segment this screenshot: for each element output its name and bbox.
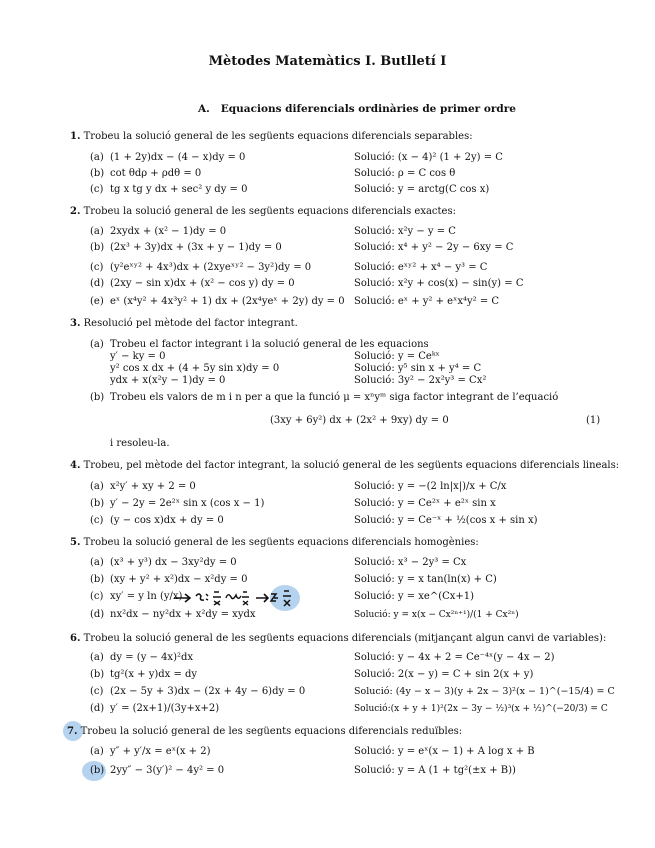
p6-d-label: (d) (90, 703, 105, 714)
p2-a-equation: 2xydx + (x² − 1)dy = 0 (110, 226, 227, 237)
problem-2-statement: 2. Trobeu la solució general de les següents equacions diferencials exactes: (70, 206, 456, 217)
p4-a-equation: x²y′ + xy + 2 = 0 (110, 481, 196, 492)
p4-c-solution: Solució: y = Ce⁻ˣ + ½(cos x + sin x) (354, 515, 538, 526)
handwritten-answer (272, 588, 300, 608)
p2-d-label: (d) (90, 278, 105, 289)
p7-b-solution: Solució: y = A (1 + tg²(±x + B)) (354, 765, 516, 776)
p1-a-label: (a) (90, 152, 104, 163)
section-letter: A. (198, 103, 210, 115)
problem-3-statement: 3. Resolució pel mètode del factor integrant. (70, 318, 298, 329)
p3-a2-solution: Solució: y⁵ sin x + y⁴ = C (354, 363, 482, 374)
p2-e-solution: Solució: eˣ + y² + eˣx⁴y² = C (354, 296, 500, 307)
p3-a3-solution: Solució: 3y² − 2x²y³ = Cx² (354, 375, 487, 386)
p4-c-equation: (y − cos x)dx + dy = 0 (110, 515, 224, 526)
p6-b-equation: tg²(x + y)dx = dy (110, 669, 198, 680)
p1-b-solution: Solució: ρ = C cos θ (354, 168, 456, 179)
p3-a-label: (a) (90, 339, 104, 350)
p3-b-equation-number: (1) (586, 415, 601, 426)
p1-c-solution: Solució: y = arctg(C cos x) (354, 184, 490, 195)
problem-1-statement: 1. Trobeu la solució general de les següents equacions diferencials separables: (70, 131, 473, 142)
p1-c-equation: tg x tg y dx + sec² y dy = 0 (110, 184, 248, 195)
p7-b-label: (b) (90, 765, 105, 776)
p6-a-equation: dy = (y − 4x)²dx (110, 652, 194, 663)
problem-6-statement: 6. Trobeu la solució general de les següents equacions diferencials (mitjançant algun canvi de variables): (70, 633, 607, 644)
handwritten-arrow-2 (256, 594, 268, 602)
p3-a-text: Trobeu el factor integrant i la solució general de les equacions (110, 339, 429, 350)
p5-b-equation: (xy + y² + x²)dx − x²dy = 0 (110, 574, 248, 585)
problem-4-statement: 4. Trobeu, pel mètode del factor integrant, la solució general de les següents equacions diferencials lineals: (70, 460, 620, 471)
p1-a-equation: (1 + 2y)dx − (4 − x)dy = 0 (110, 152, 246, 163)
p7-b-equation: 2yy″ − 3(y′)² − 4y² = 0 (110, 765, 225, 776)
handwritten-fraction-1 (213, 592, 221, 605)
p6-d-equation: y′ = (2x+1)/(3y+x+2) (110, 703, 220, 714)
p7-a-label: (a) (90, 746, 104, 757)
p5-c-label: (c) (90, 591, 104, 602)
p6-b-solution: Solució: 2(x − y) = C + sin 2(x + y) (354, 669, 534, 680)
p4-c-label: (c) (90, 515, 104, 526)
p5-b-solution: Solució: y = x tan(ln(x) + C) (354, 574, 497, 585)
p5-c-equation: xy′ = y ln (y/x) (110, 591, 183, 602)
p6-c-equation: (2x − 5y + 3)dx − (2x + 4y − 6)dy = 0 (110, 686, 306, 697)
p6-d-solution: Solució:(x + y + 1)²(2x − 3y − ½)³(x + ½)^(−20/3) = C (354, 704, 608, 714)
p1-c-label: (c) (90, 184, 104, 195)
p3-a3-equation: ydx + x(x²y − 1)dy = 0 (110, 375, 226, 386)
p2-a-solution: Solució: x²y − y = C (354, 226, 456, 237)
p4-a-solution: Solució: y = −(2 ln|x|)/x + C/x (354, 481, 507, 492)
p6-c-solution: Solució: (4y − x − 3)(y + 2x − 3)²(x − 1)^(−15/4) = C (354, 686, 615, 697)
page-title: Mètodes Matemàtics I. Butlletí I (208, 54, 447, 69)
p3-b-end: i resoleu-la. (110, 438, 170, 449)
p6-a-solution: Solució: y − 4x + 2 = Ce⁻⁴ˣ(y − 4x − 2) (354, 652, 555, 663)
handwritten-scribble-1 (196, 594, 208, 600)
p6-a-label: (a) (90, 652, 104, 663)
p6-b-label: (b) (90, 669, 105, 680)
p3-a2-equation: y² cos x dx + (4 + 5y sin x)dy = 0 (110, 363, 280, 374)
p2-b-equation: (2x³ + 3y)dx + (3x + y − 1)dy = 0 (110, 242, 282, 253)
p3-b-equation: (3xy + 6y²) dx + (2x² + 9xy) dy = 0 (270, 415, 449, 426)
p5-a-label: (a) (90, 557, 104, 568)
p7-a-equation: y″ + y′/x = eˣ(x + 2) (110, 746, 211, 757)
p6-c-label: (c) (90, 686, 104, 697)
p2-c-solution: Solució: eˣʸ² + x⁴ − y³ = C (354, 262, 488, 273)
p7-a-solution: Solució: y = eˣ(x − 1) + A log x + B (354, 746, 535, 757)
p5-a-solution: Solució: x³ − 2y³ = Cx (354, 557, 467, 568)
p2-d-equation: (2xy − sin x)dx + (x² − cos y) dy = 0 (110, 278, 295, 289)
p2-c-equation: (y²eˣʸ² + 4x³)dx + (2xyeˣʸ² − 3y²)dy = 0 (110, 262, 312, 273)
p3-b-label: (b) (90, 392, 105, 403)
handwritten-annotation (172, 588, 284, 608)
p2-e-label: (e) (90, 296, 104, 307)
p1-b-label: (b) (90, 168, 105, 179)
section-heading (198, 103, 516, 115)
p4-b-label: (b) (90, 498, 105, 509)
p5-b-label: (b) (90, 574, 105, 585)
p1-a-solution: Solució: (x − 4)² (1 + 2y) = C (354, 152, 503, 163)
p5-d-equation: nx²dx − ny²dx + x²dy = xydx (110, 609, 256, 620)
p5-a-equation: (x³ + y³) dx − 3xy²dy = 0 (110, 557, 237, 568)
p3-a1-solution: Solució: y = Ceᵏˣ (354, 351, 440, 362)
p3-a1-equation: y′ − ky = 0 (110, 351, 166, 362)
p5-c-solution: Solució: y = xe^(Cx+1) (354, 591, 475, 602)
p4-a-label: (a) (90, 481, 104, 492)
p2-e-equation: eˣ (x⁴y² + 4x³y² + 1) dx + (2x⁴yeˣ + 2y) dy = 0 (110, 296, 345, 307)
problem-7-statement: 7. Trobeu la solució general de les següents equacions diferencials reduïbles: (67, 726, 463, 737)
p2-c-label: (c) (90, 262, 104, 273)
section-name: Equacions diferencials ordinàries de primer ordre (220, 103, 516, 115)
p1-b-equation: cot θdρ + ρdθ = 0 (110, 168, 202, 179)
p5-d-solution: Solució: y = x(x − Cx²ⁿ⁺¹)/(1 + Cx²ⁿ) (354, 610, 519, 620)
p2-b-solution: Solució: x⁴ + y² − 2y − 6xy = C (354, 242, 514, 253)
problem-5-statement: 5. Trobeu la solució general de les següents equacions diferencials homogènies: (70, 537, 479, 548)
p2-d-solution: Solució: x²y + cos(x) − sin(y) = C (354, 278, 524, 289)
p2-a-label: (a) (90, 226, 104, 237)
p5-d-label: (d) (90, 609, 105, 620)
p4-b-equation: y′ − 2y = 2e²ˣ sin x (cos x − 1) (110, 498, 265, 509)
handwritten-scribble-2 (226, 592, 249, 605)
p4-b-solution: Solució: y = Ce²ˣ + e²ˣ sin x (354, 498, 496, 509)
p2-b-label: (b) (90, 242, 105, 253)
p3-b-text: Trobeu els valors de m i n per a que la funció μ = xⁿyᵐ siga factor integrant de l’equació (110, 392, 559, 403)
handwritten-arrow-1 (174, 594, 190, 602)
